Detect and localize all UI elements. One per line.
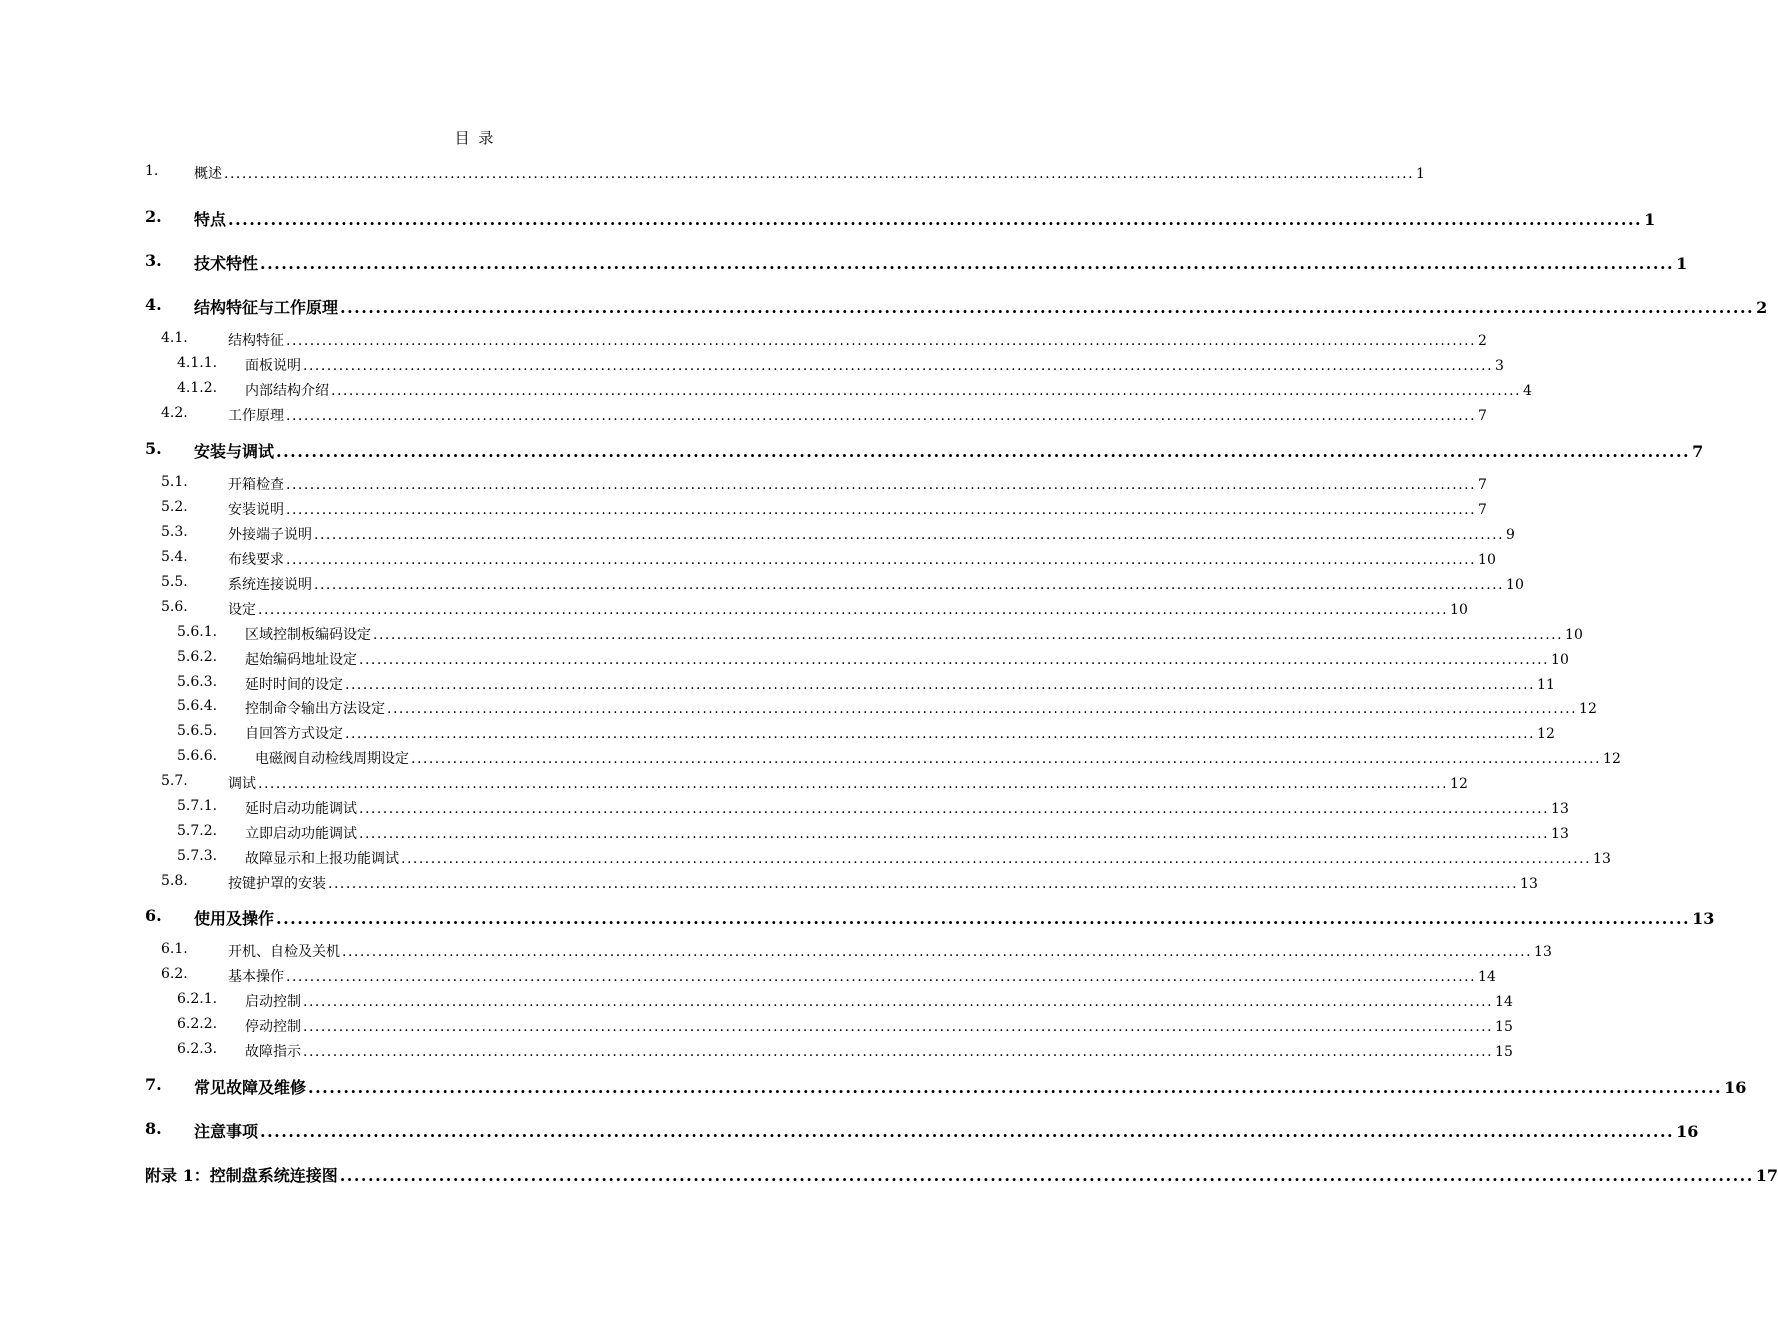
toc-entry-page: 16 [1724, 1078, 1747, 1097]
toc-entry[interactable] [177, 798, 1569, 818]
toc-entry[interactable] [161, 524, 1515, 544]
toc-entry-number: 8. [145, 1119, 162, 1138]
toc-entry-title: 安装与调试 [194, 442, 275, 461]
toc-dot-leader: ........................................................................................................................................................................................................ [286, 477, 1477, 493]
toc-entry-number: 5.4. [161, 549, 188, 565]
toc-entry-page: 7 [1478, 477, 1487, 493]
toc-entry-number: 6.2.3. [177, 1041, 218, 1057]
toc-entry-number: 5.6.4. [177, 698, 218, 714]
toc-entry[interactable] [145, 1075, 1747, 1098]
toc-entry-number: 5.7.3. [177, 848, 218, 864]
toc-entry[interactable] [177, 380, 1532, 400]
toc-entry[interactable] [145, 251, 1688, 274]
toc-entry-title: 开箱检查 [228, 477, 284, 493]
toc-dot-leader: ........................................................................................................................................................................................................ [314, 577, 1505, 593]
toc-entry-title: 技术特性 [194, 254, 259, 273]
toc-entry-number: 4.2. [161, 405, 188, 421]
toc-entry-page: 13 [1593, 851, 1611, 867]
toc-dot-leader: ........................................................................................................................................................................................................ [258, 602, 1449, 618]
toc-entry-title: 安装说明 [228, 502, 284, 518]
toc-entry-number: 4.1. [161, 330, 188, 346]
toc-entry[interactable] [161, 773, 1468, 793]
toc-entry-page: 12 [1579, 701, 1597, 717]
toc-entry-number: 5.6.5. [177, 723, 218, 739]
toc-entry-number: 2. [145, 207, 162, 226]
toc-entry-title: 设定 [228, 602, 256, 618]
toc-entry-page: 11 [1537, 677, 1555, 693]
toc-entry-page: 7 [1478, 408, 1487, 424]
toc-entry-title: 概述 [194, 166, 222, 182]
toc-entry-page: 17 [1755, 1166, 1778, 1185]
toc-entry[interactable] [177, 823, 1569, 843]
toc-dot-leader: ........................................................................................................................................................................................................ [345, 726, 1536, 742]
toc-entry-title: 停动控制 [245, 1019, 301, 1035]
toc-dot-leader: ........................................................................................................................................................................................................ [260, 254, 1675, 273]
toc-entry-title: 系统连接说明 [228, 577, 312, 593]
toc-entry-title: 工作原理 [228, 408, 284, 424]
toc-entry-page: 12 [1537, 726, 1555, 742]
toc-dot-leader: ........................................................................................................................................................................................................ [331, 383, 1522, 399]
toc-dot-leader: ........................................................................................................................................................................................................ [303, 1019, 1494, 1035]
toc-entry[interactable] [177, 848, 1611, 868]
toc-dot-leader: ........................................................................................................................................................................................................ [286, 969, 1477, 985]
toc-entry-title: 区域控制板编码设定 [245, 627, 371, 643]
toc-entry[interactable] [161, 405, 1487, 425]
toc-entry-number: 5.8. [161, 873, 188, 889]
toc-entry-page: 13 [1551, 801, 1569, 817]
toc-title: 目 录 [454, 129, 496, 147]
toc-entry[interactable] [145, 906, 1715, 929]
toc-entry-title: 电磁阀自动检线周期设定 [255, 751, 409, 767]
toc-entry-number: 3. [145, 251, 162, 270]
toc-entry-number: 5.1. [161, 474, 188, 490]
toc-entry-title: 特点 [194, 210, 227, 229]
toc-entry-page: 10 [1478, 552, 1496, 568]
toc-entry-number: 6.2.2. [177, 1016, 218, 1032]
toc-entry-title: 故障显示和上报功能调试 [245, 851, 399, 867]
toc-entry[interactable] [177, 355, 1504, 375]
toc-entry[interactable] [177, 991, 1513, 1011]
toc-dot-leader: ........................................................................................................................................................................................................ [373, 627, 1564, 643]
toc-dot-leader: ........................................................................................................................................................................................................ [260, 1122, 1675, 1141]
toc-entry-title: 结构特征 [228, 333, 284, 349]
toc-entry[interactable] [177, 723, 1555, 743]
toc-entry-page: 3 [1495, 358, 1504, 374]
toc-entry-number: 5.7. [161, 773, 188, 789]
toc-dot-leader: ........................................................................................................................................................................................................ [276, 442, 1691, 461]
toc-entry-page: 7 [1692, 442, 1704, 461]
toc-dot-leader: ........................................................................................................................................................................................................ [258, 776, 1449, 792]
toc-entry[interactable] [177, 698, 1597, 718]
toc-dot-leader: ........................................................................................................................................................................................................ [303, 358, 1494, 374]
toc-entry-title: 启动控制 [245, 994, 301, 1010]
toc-entry-title: 使用及操作 [194, 909, 275, 928]
toc-entry-number: 6.2. [161, 966, 188, 982]
toc-entry-page: 14 [1495, 994, 1513, 1010]
toc-dot-leader: ........................................................................................................................................................................................................ [359, 826, 1550, 842]
toc-entry[interactable] [145, 1119, 1699, 1142]
toc-entry-page: 13 [1520, 876, 1538, 892]
toc-entry[interactable] [145, 439, 1704, 462]
toc-entry-title: 起始编码地址设定 [245, 652, 357, 668]
toc-entry-title: 常见故障及维修 [194, 1078, 307, 1097]
toc-entry-title: 立即启动功能调试 [245, 826, 357, 842]
toc-entry[interactable] [161, 966, 1496, 986]
toc-entry-page: 2 [1478, 333, 1487, 349]
toc-entry[interactable] [161, 474, 1487, 494]
toc-entry[interactable] [161, 549, 1496, 569]
toc-entry-number: 5. [145, 439, 162, 458]
toc-entry-title: 按键护罩的安装 [228, 876, 326, 892]
toc-entry-number: 6.2.1. [177, 991, 218, 1007]
toc-entry-number: 5.6.3. [177, 674, 218, 690]
toc-entry-number: 4. [145, 295, 162, 314]
toc-dot-leader: ........................................................................................................................................................................................................ [314, 527, 1505, 543]
toc-entry-number: 5.3. [161, 524, 188, 540]
toc-entry-number: 6. [145, 906, 162, 925]
toc-entry-title: 调试 [228, 776, 256, 792]
toc-entry-title: 延时时间的设定 [245, 677, 343, 693]
toc-entry-title: 故障指示 [245, 1044, 301, 1060]
toc-entry-title: 面板说明 [245, 358, 301, 374]
toc-entry-number: 5.6.6. [177, 748, 218, 764]
toc-entry-page: 1 [1416, 166, 1425, 182]
toc-dot-leader: ........................................................................................................................................................................................................ [286, 502, 1477, 518]
toc-entry[interactable] [177, 748, 1621, 768]
toc-entry[interactable] [161, 873, 1538, 893]
toc-dot-leader: ........................................................................................................................................................................................................ [276, 909, 1691, 928]
toc-dot-leader: ........................................................................................................................................................................................................ [286, 552, 1477, 568]
toc-dot-leader: ........................................................................................................................................................................................................ [303, 1044, 1494, 1060]
toc-entry-title: 延时启动功能调试 [245, 801, 357, 817]
toc-entry-number: 4.1.2. [177, 380, 218, 396]
toc-entry[interactable] [177, 674, 1555, 694]
toc-entry[interactable] [177, 624, 1583, 644]
toc-dot-leader: ........................................................................................................................................................................................................ [286, 333, 1477, 349]
toc-entry[interactable] [177, 1041, 1513, 1061]
toc-entry-number: 5.6.2. [177, 649, 218, 665]
toc-entry-page: 10 [1450, 602, 1468, 618]
toc-entry-number: 5.6. [161, 599, 188, 615]
toc-dot-leader: ........................................................................................................................................................................................................ [401, 851, 1592, 867]
toc-entry[interactable] [161, 941, 1552, 961]
toc-entry-page: 1 [1644, 210, 1656, 229]
toc-dot-leader: ........................................................................................................................................................................................................ [224, 166, 1415, 182]
toc-entry-title: 开机、自检及关机 [228, 944, 340, 960]
toc-entry[interactable] [145, 295, 1768, 318]
toc-entry-number: 4.1.1. [177, 355, 218, 371]
toc-entry-page: 12 [1603, 751, 1621, 767]
toc-entry-page: 7 [1478, 502, 1487, 518]
toc-entry-title: 基本操作 [228, 969, 284, 985]
toc-entry-page: 4 [1523, 383, 1532, 399]
toc-entry-title: 内部结构介绍 [245, 383, 329, 399]
toc-entry-number: 5.7.1. [177, 798, 218, 814]
toc-dot-leader: ........................................................................................................................................................................................................ [286, 408, 1477, 424]
toc-entry-page: 15 [1495, 1044, 1513, 1060]
toc-entry-number: 5.2. [161, 499, 188, 515]
toc-entry-number: 7. [145, 1075, 162, 1094]
toc-entry-page: 13 [1534, 944, 1552, 960]
toc-entry-page: 1 [1676, 254, 1688, 273]
toc-entry-number: 6.1. [161, 941, 188, 957]
toc-entry[interactable] [145, 207, 1656, 230]
toc-entry-title: 附录 1：控制盘系统连接图 [145, 1166, 338, 1185]
toc-entry-number: 5.7.2. [177, 823, 218, 839]
toc-entry-number: 5.5. [161, 574, 188, 590]
toc-entry-page: 10 [1565, 627, 1583, 643]
toc-dot-leader: ........................................................................................................................................................................................................ [359, 652, 1550, 668]
toc-entry-title: 控制命令输出方法设定 [245, 701, 385, 717]
toc-entry[interactable] [161, 330, 1487, 350]
toc-entry-page: 10 [1506, 577, 1524, 593]
toc-entry-page: 13 [1551, 826, 1569, 842]
toc-entry-page: 14 [1478, 969, 1496, 985]
toc-entry-page: 16 [1676, 1122, 1699, 1141]
toc-entry-title: 外接端子说明 [228, 527, 312, 543]
toc-entry-page: 13 [1692, 909, 1715, 928]
toc-entry[interactable] [161, 499, 1487, 519]
toc-entry-page: 10 [1551, 652, 1569, 668]
toc-entry[interactable] [161, 574, 1524, 594]
toc-dot-leader: ........................................................................................................................................................................................................ [303, 994, 1494, 1010]
toc-dot-leader: ........................................................................................................................................................................................................ [228, 210, 1643, 229]
toc-entry-page: 15 [1495, 1019, 1513, 1035]
toc-dot-leader: ........................................................................................................................................................................................................ [411, 751, 1602, 767]
toc-entry-number: 1. [145, 163, 159, 179]
toc-entry[interactable] [161, 599, 1468, 619]
toc-dot-leader: ........................................................................................................................................................................................................ [308, 1078, 1723, 1097]
toc-entry-number: 5.6.1. [177, 624, 218, 640]
toc-entry[interactable] [145, 1163, 1778, 1186]
toc-entry-page: 9 [1506, 527, 1515, 543]
toc-dot-leader: ........................................................................................................................................................................................................ [339, 1166, 1754, 1185]
toc-entry-title: 结构特征与工作原理 [194, 298, 339, 317]
toc-dot-leader: ........................................................................................................................................................................................................ [387, 701, 1578, 717]
toc-entry[interactable] [145, 163, 1425, 183]
toc-entry-title: 自回答方式设定 [245, 726, 343, 742]
toc-entry-page: 12 [1450, 776, 1468, 792]
toc-dot-leader: ........................................................................................................................................................................................................ [345, 677, 1536, 693]
toc-dot-leader: ........................................................................................................................................................................................................ [359, 801, 1550, 817]
toc-dot-leader: ........................................................................................................................................................................................................ [340, 298, 1755, 317]
toc-dot-leader: ........................................................................................................................................................................................................ [328, 876, 1519, 892]
toc-entry-title: 布线要求 [228, 552, 284, 568]
toc-entry-page: 2 [1756, 298, 1768, 317]
toc-entry[interactable] [177, 1016, 1513, 1036]
toc-entry-title: 注意事项 [194, 1122, 259, 1141]
toc-entry[interactable] [177, 649, 1569, 669]
toc-dot-leader: ........................................................................................................................................................................................................ [342, 944, 1533, 960]
